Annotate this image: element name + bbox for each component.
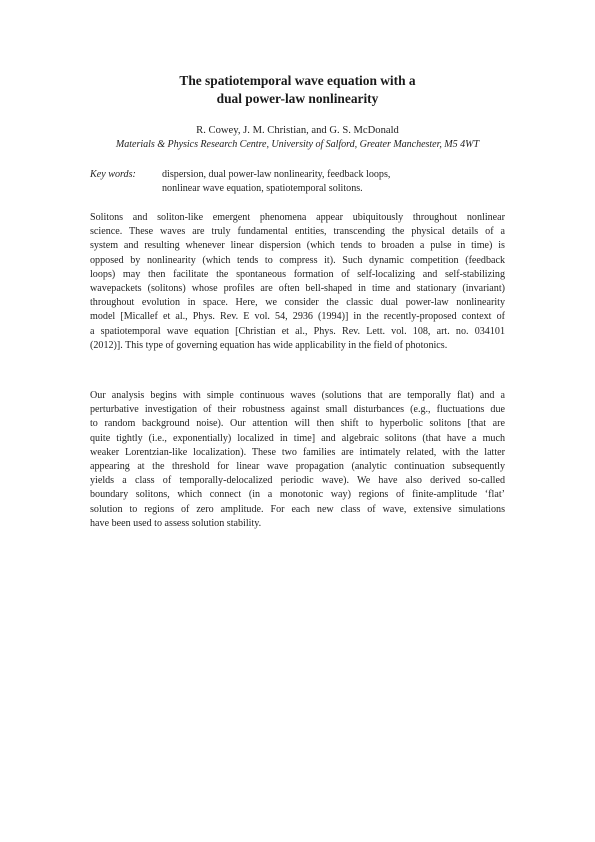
paragraph-line: yields a class of temporally-delocalized periodic wave). We have also derived so-called <box>90 475 505 487</box>
abstract-paragraph-1 <box>90 211 505 353</box>
paragraph-line: to random background noise). Our attention will then shift to hyperbolic solitons [that are <box>90 418 505 430</box>
author-list: R. Cowey, J. M. Christian, and G. S. McDonald <box>196 125 399 136</box>
title-line-1: The spatiotemporal wave equation with a <box>179 73 416 88</box>
paragraph-line: (2012)]. This type of governing equation has wide applicability in the field of photonics. <box>90 339 448 351</box>
paragraph-line: system and resulting whenever linear dispersion (which tends to broaden a pulse in time) is <box>90 240 505 252</box>
paragraph-line: appearing at the threshold for linear wave propagation (analytic continuation subsequently <box>90 461 505 473</box>
paragraph-line: loops) may then facilitate the spontaneous formation of self-localizing and self-stabilizing <box>90 268 505 280</box>
paragraph-line: model [Micallef et al., Phys. Rev. E vol. 54, 2936 (1994)] in the recently-proposed context of <box>90 311 505 323</box>
keywords-text <box>162 168 502 196</box>
paragraph-line: Our analysis begins with simple continuous waves (solutions that are temporally flat) and a <box>90 390 505 401</box>
paragraph-line: a spatiotemporal wave equation [Christian et al., Phys. Rev. Lett. vol. 108, art. no. 034101 <box>90 325 505 337</box>
keywords-label: Key words: <box>90 169 136 180</box>
keywords-line-1: dispersion, dual power-law nonlinearity, feedback loops, <box>162 169 391 180</box>
paragraph-line: science. These waves are truly fundamental entities, transcending the physical details of a <box>90 226 505 238</box>
keywords-line-2: nonlinear wave equation, spatiotemporal solitons. <box>162 183 363 194</box>
paragraph-line: opposed by nonlinearity (which tends to compress it). Such dynamic competition (feedback <box>90 254 505 266</box>
paragraph-line: boundary solitons, which connect (in a monotonic way) regions of finite-amplitude ‘flat’ <box>90 489 505 501</box>
paragraph-line: solution to regions of zero amplitude. For each new class of wave, extensive simulations <box>90 503 505 515</box>
paragraph-line: perturbative investigation of their robustness against small disturbances (e.g., fluctuations due <box>90 404 505 416</box>
paragraph-line: weaker Lorentzian-like localization). These two families are intimately related, with the latter <box>90 446 505 458</box>
paper-title <box>0 72 595 108</box>
abstract-paragraph-2 <box>90 389 505 531</box>
paragraph-line: wavepackets (solitons) whose profiles are often bell-shaped in time and stationary (invariant) <box>90 283 505 295</box>
paragraph-line: have been used to assess solution stability. <box>90 517 262 529</box>
paragraph-line: Solitons and soliton-like emergent phenomena appear ubiquitously throughout nonlinear <box>90 212 505 223</box>
paragraph-line: throughout evolution in space. Here, we consider the classic dual power-law nonlinearity <box>90 297 505 309</box>
paragraph-line: quite tightly (i.e., exponentially) localized in time] and algebraic solitons (that have a much <box>90 432 505 444</box>
title-line-2: dual power-law nonlinearity <box>216 91 379 106</box>
affiliation: Materials & Physics Research Centre, University of Salford, Greater Manchester, M5 4WT <box>115 139 480 150</box>
